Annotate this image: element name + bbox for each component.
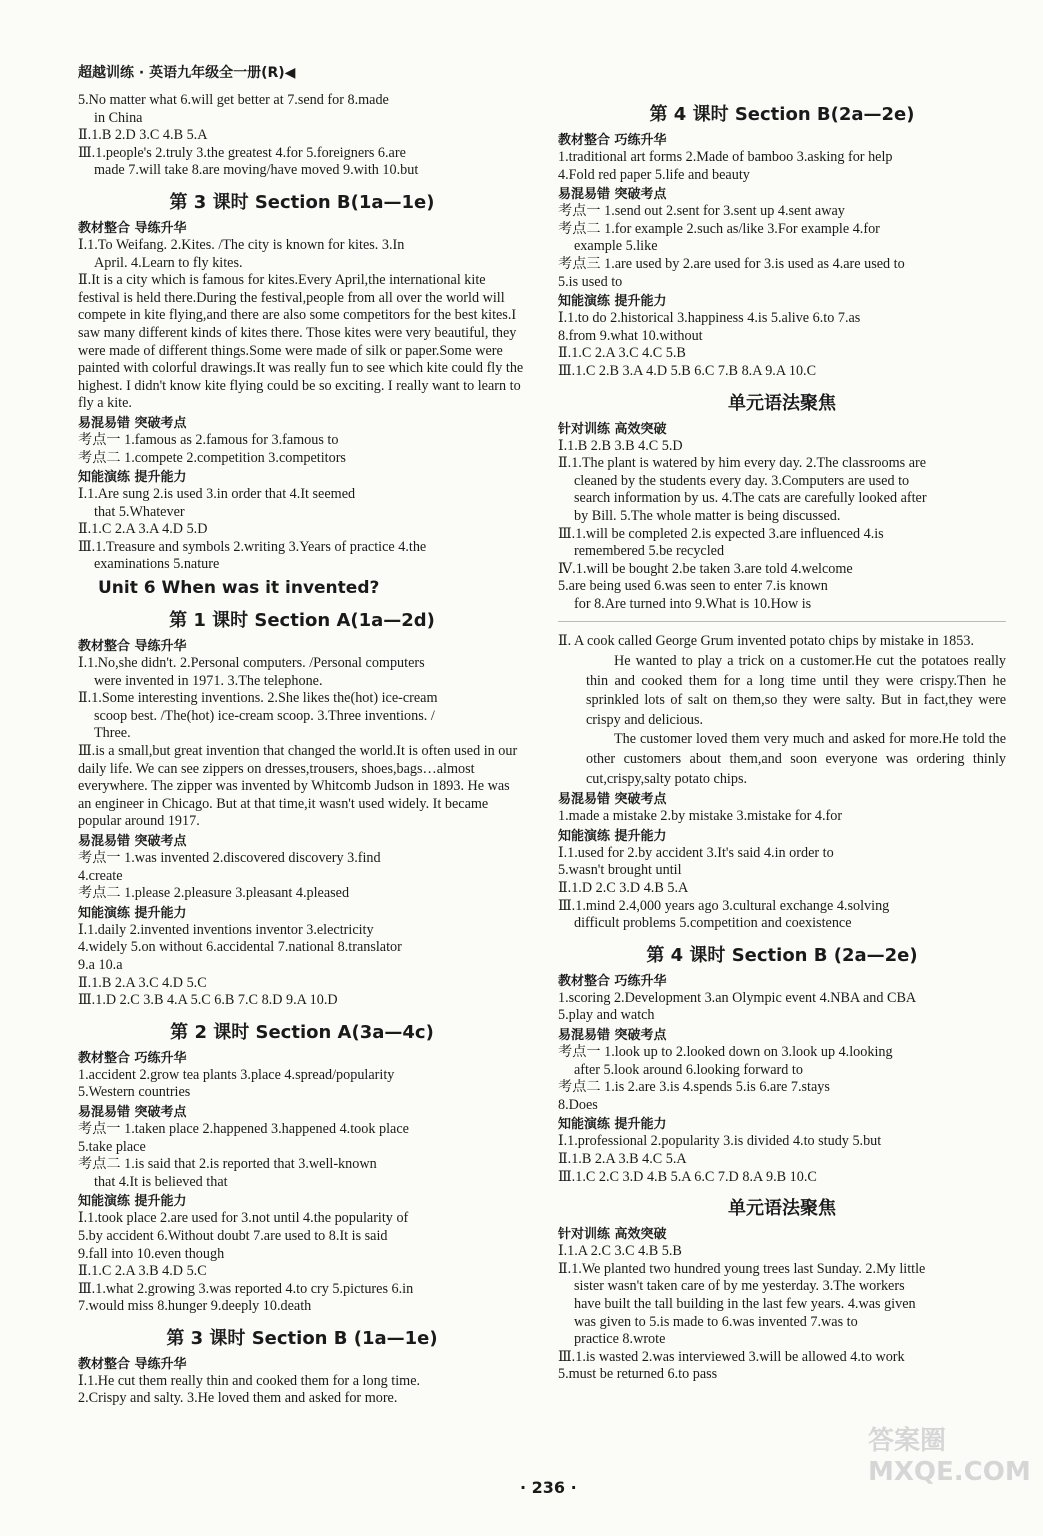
answer-block xyxy=(78,432,526,467)
answer-line: Ⅲ.1.people's 2.truly 3.the greatest 4.for 5.foreigners 6.are xyxy=(78,144,406,161)
answer-paragraph: Ⅱ. A cook called George Grum invented potato chips by mistake in 1853. xyxy=(558,633,975,650)
answer-line: examinations 5.nature xyxy=(94,556,220,573)
answer-line: Ⅰ.1.used for 2.by accident 3.It's said 4.in order to xyxy=(558,844,834,861)
answer-line: Ⅱ.1.The plant is watered by him every day. 2.The classrooms are xyxy=(558,455,927,472)
answer-line: Ⅲ.1.will be completed 2.is expected 3.are influenced 4.is xyxy=(558,525,884,542)
answer-line: that 4.It is believed that xyxy=(94,1173,228,1190)
answer-line: sister wasn't taken care of by me yesterday. 3.The workers xyxy=(574,1278,905,1295)
answer-line: Ⅲ.1.C 2.B 3.A 4.D 5.B 6.C 7.B 8.A 9.A 10.C xyxy=(558,362,817,379)
answer-line: 考点二 1.compete 2.competition 3.competitors xyxy=(78,449,346,466)
subsection-label: 易混易错 突破考点 xyxy=(78,415,187,431)
answer-line: 7.would miss 8.hunger 9.deeply 10.death xyxy=(78,1298,312,1315)
answer-line: were invented in 1971. 3.The telephone. xyxy=(94,672,323,689)
answer-line: practice 8.wrote xyxy=(574,1331,666,1348)
answer-line: search information by us. 4.The cats are carefully looked after xyxy=(574,490,927,507)
answer-line: Ⅱ.1.Some interesting inventions. 2.She likes the(hot) ice-cream xyxy=(78,690,438,707)
answer-line: in China xyxy=(94,109,143,126)
answer-block xyxy=(558,203,1006,291)
answer-line: for 8.Are turned into 9.What is 10.How is xyxy=(574,595,812,612)
answer-line: 考点一 1.look up to 2.looked down on 3.look up 4.looking xyxy=(558,1043,893,1060)
answer-line: 9.fall into 10.even though xyxy=(78,1245,225,1262)
answer-line: remembered 5.be recycled xyxy=(574,543,725,560)
subsection-label: 知能演练 提升能力 xyxy=(558,1117,667,1133)
answer-line: Ⅰ.1.A 2.C 3.C 4.B 5.B xyxy=(558,1243,682,1260)
answer-line: 5.are being used 6.was seen to enter 7.is known xyxy=(558,578,828,595)
answer-block xyxy=(78,92,526,180)
answer-line: April. 4.Learn to fly kites. xyxy=(94,254,243,271)
answer-line: have built the tall building in the last few years. 4.was given xyxy=(574,1295,916,1312)
answer-line: Ⅱ.1.C 2.A 3.A 4.D 5.D xyxy=(78,521,208,538)
answer-line: 考点二 1.for example 2.such as/like 3.For example 4.for xyxy=(558,220,880,237)
answer-line: 1.scoring 2.Development 3.an Olympic event 4.NBA and CBA xyxy=(558,989,917,1006)
answer-block xyxy=(78,655,526,743)
answer-line: Ⅱ.1.We planted two hundred young trees last Sunday. 2.My little xyxy=(558,1260,926,1277)
page-number: · 236 · xyxy=(520,1478,577,1497)
left-column xyxy=(78,92,526,1408)
answer-line: 5.by accident 6.Without doubt 7.are used to 8.It is said xyxy=(78,1227,388,1244)
answer-line: was given to 5.is made to 6.was invented 7.was to xyxy=(574,1313,858,1330)
subsection-label: 知能演练 提升能力 xyxy=(78,905,187,921)
section-title: 第 3 课时 Section B (1a—1e) xyxy=(166,1327,438,1349)
answer-line: Ⅲ.1.D 2.C 3.B 4.A 5.C 6.B 7.C 8.D 9.A 10.D xyxy=(78,992,338,1009)
right-column xyxy=(558,100,1006,1384)
subsection-label: 易混易错 突破考点 xyxy=(78,834,187,849)
answer-line: 4.create xyxy=(78,867,123,884)
answer-line: Ⅲ.1.C 2.C 3.D 4.B 5.A 6.C 7.D 8.A 9.B 10.C xyxy=(558,1168,817,1185)
answer-block xyxy=(78,486,526,574)
answer-line: 8.from 9.what 10.without xyxy=(558,327,703,344)
grammar-title: 单元语法聚焦 xyxy=(728,392,836,414)
answer-line: Ⅱ.1.D 2.C 3.D 4.B 5.A xyxy=(558,880,689,896)
divider xyxy=(558,621,1006,622)
answer-line: 5.play and watch xyxy=(558,1007,655,1024)
answer-paragraph: He wanted to play a trick on a customer.He cut the potatoes really thin and cooked them for a long time until they were crispy.Then he sprinkled lots of salt on them,so they were salty. But in fact,they were crispy and delicious. xyxy=(586,653,1006,728)
answer-block xyxy=(558,990,1006,1025)
answer-paragraph: The customer loved them very much and asked for more.He told the other customers about them,and soon everyone was ordering thinly cut,crispy,salty potato chips. xyxy=(586,731,1006,787)
answer-line: 8.Does xyxy=(558,1096,598,1113)
answer-block xyxy=(78,922,526,1010)
answer-line: difficult problems 5.competition and coexistence xyxy=(574,915,852,932)
subsection-label: 易混易错 突破考点 xyxy=(558,1027,667,1043)
answer-line: 9.a 10.a xyxy=(78,956,123,973)
answer-line: Ⅰ.1.He cut them really thin and cooked them for a long time. xyxy=(78,1372,421,1389)
answer-line: 考点一 1.famous as 2.famous for 3.famous to xyxy=(78,431,339,448)
answer-line: Ⅰ.1.daily 2.invented inventions inventor 3.electricity xyxy=(78,921,374,938)
answer-block xyxy=(78,1210,526,1316)
answer-line: Ⅳ.1.will be bought 2.be taken 3.are told 4.welcome xyxy=(558,560,853,577)
subsection-label: 知能演练 提升能力 xyxy=(78,1194,187,1210)
answer-paragraph: Ⅱ.It is a city which is famous for kites.Every April,the international kite festival is held there.During the festival,people from all over the world will compete in kite flying,and there are also some competitors for the best kites.I saw many different kinds of kites there. Those kites were very beautiful, they were made of different things.Some were made of silk or paper.Some were painted with colorful drawings.It was really fun to see which kite could fly the highest. I didn't know kite flying could be so exciting. I really want to learn to fly a kite. xyxy=(78,272,524,412)
answer-line: 1.traditional art forms 2.Made of bamboo 3.asking for help xyxy=(558,149,893,165)
answer-line: Ⅰ.1.Are sung 2.is used 3.in order that 4.It seemed xyxy=(78,486,356,503)
answer-line: Ⅲ.1.is wasted 2.was interviewed 3.will be allowed 4.to work xyxy=(558,1348,905,1365)
answer-line: 5.Western countries xyxy=(78,1084,191,1101)
subsection-label: 教材整合 导练升华 xyxy=(78,1356,187,1372)
answer-line: 考点三 1.are used by 2.are used for 3.is used as 4.are used to xyxy=(558,255,905,272)
answer-block xyxy=(558,808,1006,826)
answer-paragraph: Ⅲ.is a small,but great invention that changed the world.It is often used in our daily life. We can see zippers on dresses,trousers, shoes,bags…almost everywhere. The zipper was invented by Whitcomb Judson in 1893. He was an engineer in Chicago. But at that time,it wasn't used widely. It became popular around 1917. xyxy=(78,743,518,830)
subsection-label: 易混易错 突破考点 xyxy=(558,187,667,203)
answer-line: cleaned by the students every day. 3.Computers are used to xyxy=(574,472,910,489)
running-header: 超越训练 · 英语九年级全一册(R)◀ xyxy=(78,65,296,81)
answer-line: Ⅰ.1.to do 2.historical 3.happiness 4.is 5.alive 6.to 7.as xyxy=(558,310,861,327)
subsection-label: 教材整合 巧练升华 xyxy=(558,133,667,148)
answer-block xyxy=(558,1133,1006,1186)
answer-line: 2.Crispy and salty. 3.He loved them and asked for more. xyxy=(78,1390,398,1407)
answer-line: Ⅱ.1.B 2.A 3.B 4.C 5.A xyxy=(558,1150,687,1167)
answer-block xyxy=(558,149,1006,184)
subsection-label: 知能演练 提升能力 xyxy=(78,470,187,486)
answer-line: 考点一 1.taken place 2.happened 3.happened 4.took place xyxy=(78,1120,409,1137)
answer-block xyxy=(78,1121,526,1191)
answer-line: 考点二 1.is 2.are 3.is 4.spends 5.is 6.are 7.stays xyxy=(558,1079,830,1096)
answer-block xyxy=(558,1243,1006,1384)
answer-line: Ⅰ.1.No,she didn't. 2.Personal computers. /Personal computers xyxy=(78,655,425,672)
answer-line: after 5.look around 6.looking forward to xyxy=(574,1061,803,1078)
subsection-label: 知能演练 提升能力 xyxy=(558,828,667,844)
grammar-title: 单元语法聚焦 xyxy=(728,1198,836,1220)
answer-line: 1.made a mistake 2.by mistake 3.mistake for 4.for xyxy=(558,808,843,825)
answer-line: Ⅰ.1.professional 2.popularity 3.is divided 4.to study 5.but xyxy=(558,1133,882,1150)
answer-line: Ⅱ.1.C 2.A 3.B 4.D 5.C xyxy=(78,1263,207,1280)
answer-block xyxy=(78,1067,526,1102)
section-title: 第 4 课时 Section B(2a—2e) xyxy=(649,104,915,125)
answer-block xyxy=(78,237,526,272)
subsection-label: 易混易错 突破考点 xyxy=(558,792,667,808)
section-title: 第 4 课时 Section B (2a—2e) xyxy=(646,944,918,966)
subsection-label: 知能演练 提升能力 xyxy=(558,294,667,310)
answer-line: 5.must be returned 6.to pass xyxy=(558,1366,718,1383)
subsection-label: 易混易错 突破考点 xyxy=(78,1104,187,1120)
watermark-logo: 答案圈 MXQE.COM xyxy=(868,1426,1031,1487)
answer-block xyxy=(558,438,1006,614)
answer-line: by Bill. 5.The whole matter is being discussed. xyxy=(574,507,841,524)
answer-line: Ⅰ.1.B 2.B 3.B 4.C 5.D xyxy=(558,437,683,454)
answer-line: Ⅱ.1.B 2.D 3.C 4.B 5.A xyxy=(78,127,208,144)
answer-line: 考点一 1.was invented 2.discovered discovery 3.find xyxy=(78,850,381,866)
answer-line: made 7.will take 8.are moving/have moved 9.with 10.but xyxy=(94,162,419,179)
answer-block xyxy=(78,1373,526,1408)
answer-line: example 5.like xyxy=(574,238,658,255)
answer-line: Ⅱ.1.B 2.A 3.C 4.D 5.C xyxy=(78,974,207,991)
unit-title: Unit 6 When was it invented? xyxy=(98,578,380,599)
answer-line: 5.No matter what 6.will get better at 7.send for 8.made xyxy=(78,92,389,108)
answer-line: 1.accident 2.grow tea plants 3.place 4.spread/popularity xyxy=(78,1066,395,1083)
answer-line: Three. xyxy=(94,725,131,742)
subsection-label: 针对训练 高效突破 xyxy=(558,421,667,437)
answer-block xyxy=(558,310,1006,380)
subsection-label: 教材整合 导练升华 xyxy=(78,220,187,236)
answer-block xyxy=(78,850,526,903)
answer-line: 考点二 1.is said that 2.is reported that 3.well-known xyxy=(78,1156,377,1173)
answer-block xyxy=(558,845,1006,933)
answer-line: 4.widely 5.on without 6.accidental 7.national 8.translator xyxy=(78,939,402,956)
subsection-label: 教材整合 导练升华 xyxy=(78,639,187,655)
answer-block xyxy=(558,1044,1006,1114)
answer-line: 考点二 1.please 2.pleasure 3.pleasant 4.pleased xyxy=(78,885,350,902)
section-title: 第 3 课时 Section B(1a—1e) xyxy=(169,191,435,213)
answer-line: Ⅰ.1.To Weifang. 2.Kites. /The city is known for kites. 3.In xyxy=(78,236,405,253)
answer-line: 考点一 1.send out 2.sent for 3.sent up 4.sent away xyxy=(558,203,845,220)
answer-line: Ⅲ.1.Treasure and symbols 2.writing 3.Years of practice 4.the xyxy=(78,538,427,555)
answer-line: Ⅰ.1.took place 2.are used for 3.not until 4.the popularity of xyxy=(78,1210,409,1227)
section-title: 第 1 课时 Section A(1a—2d) xyxy=(169,610,435,632)
subsection-label: 针对训练 高效突破 xyxy=(558,1227,667,1243)
subsection-label: 教材整合 巧练升华 xyxy=(78,1050,187,1066)
answer-line: 5.take place xyxy=(78,1138,146,1155)
answer-line: 4.Fold red paper 5.life and beauty xyxy=(558,166,750,183)
answer-line: that 5.Whatever xyxy=(94,503,185,520)
answer-line: scoop best. /The(hot) ice-cream scoop. 3.Three inventions. / xyxy=(94,707,435,724)
answer-line: 5.is used to xyxy=(558,273,623,290)
answer-line: Ⅲ.1.what 2.growing 3.was reported 4.to cry 5.pictures 6.in xyxy=(78,1280,414,1297)
answer-line: Ⅲ.1.mind 2.4,000 years ago 3.cultural exchange 4.solving xyxy=(558,897,890,914)
subsection-label: 教材整合 巧练升华 xyxy=(558,973,667,989)
section-title: 第 2 课时 Section A(3a—4c) xyxy=(170,1021,434,1043)
answer-line: 5.wasn't brought until xyxy=(558,862,682,879)
answer-line: Ⅱ.1.C 2.A 3.C 4.C 5.B xyxy=(558,345,686,362)
